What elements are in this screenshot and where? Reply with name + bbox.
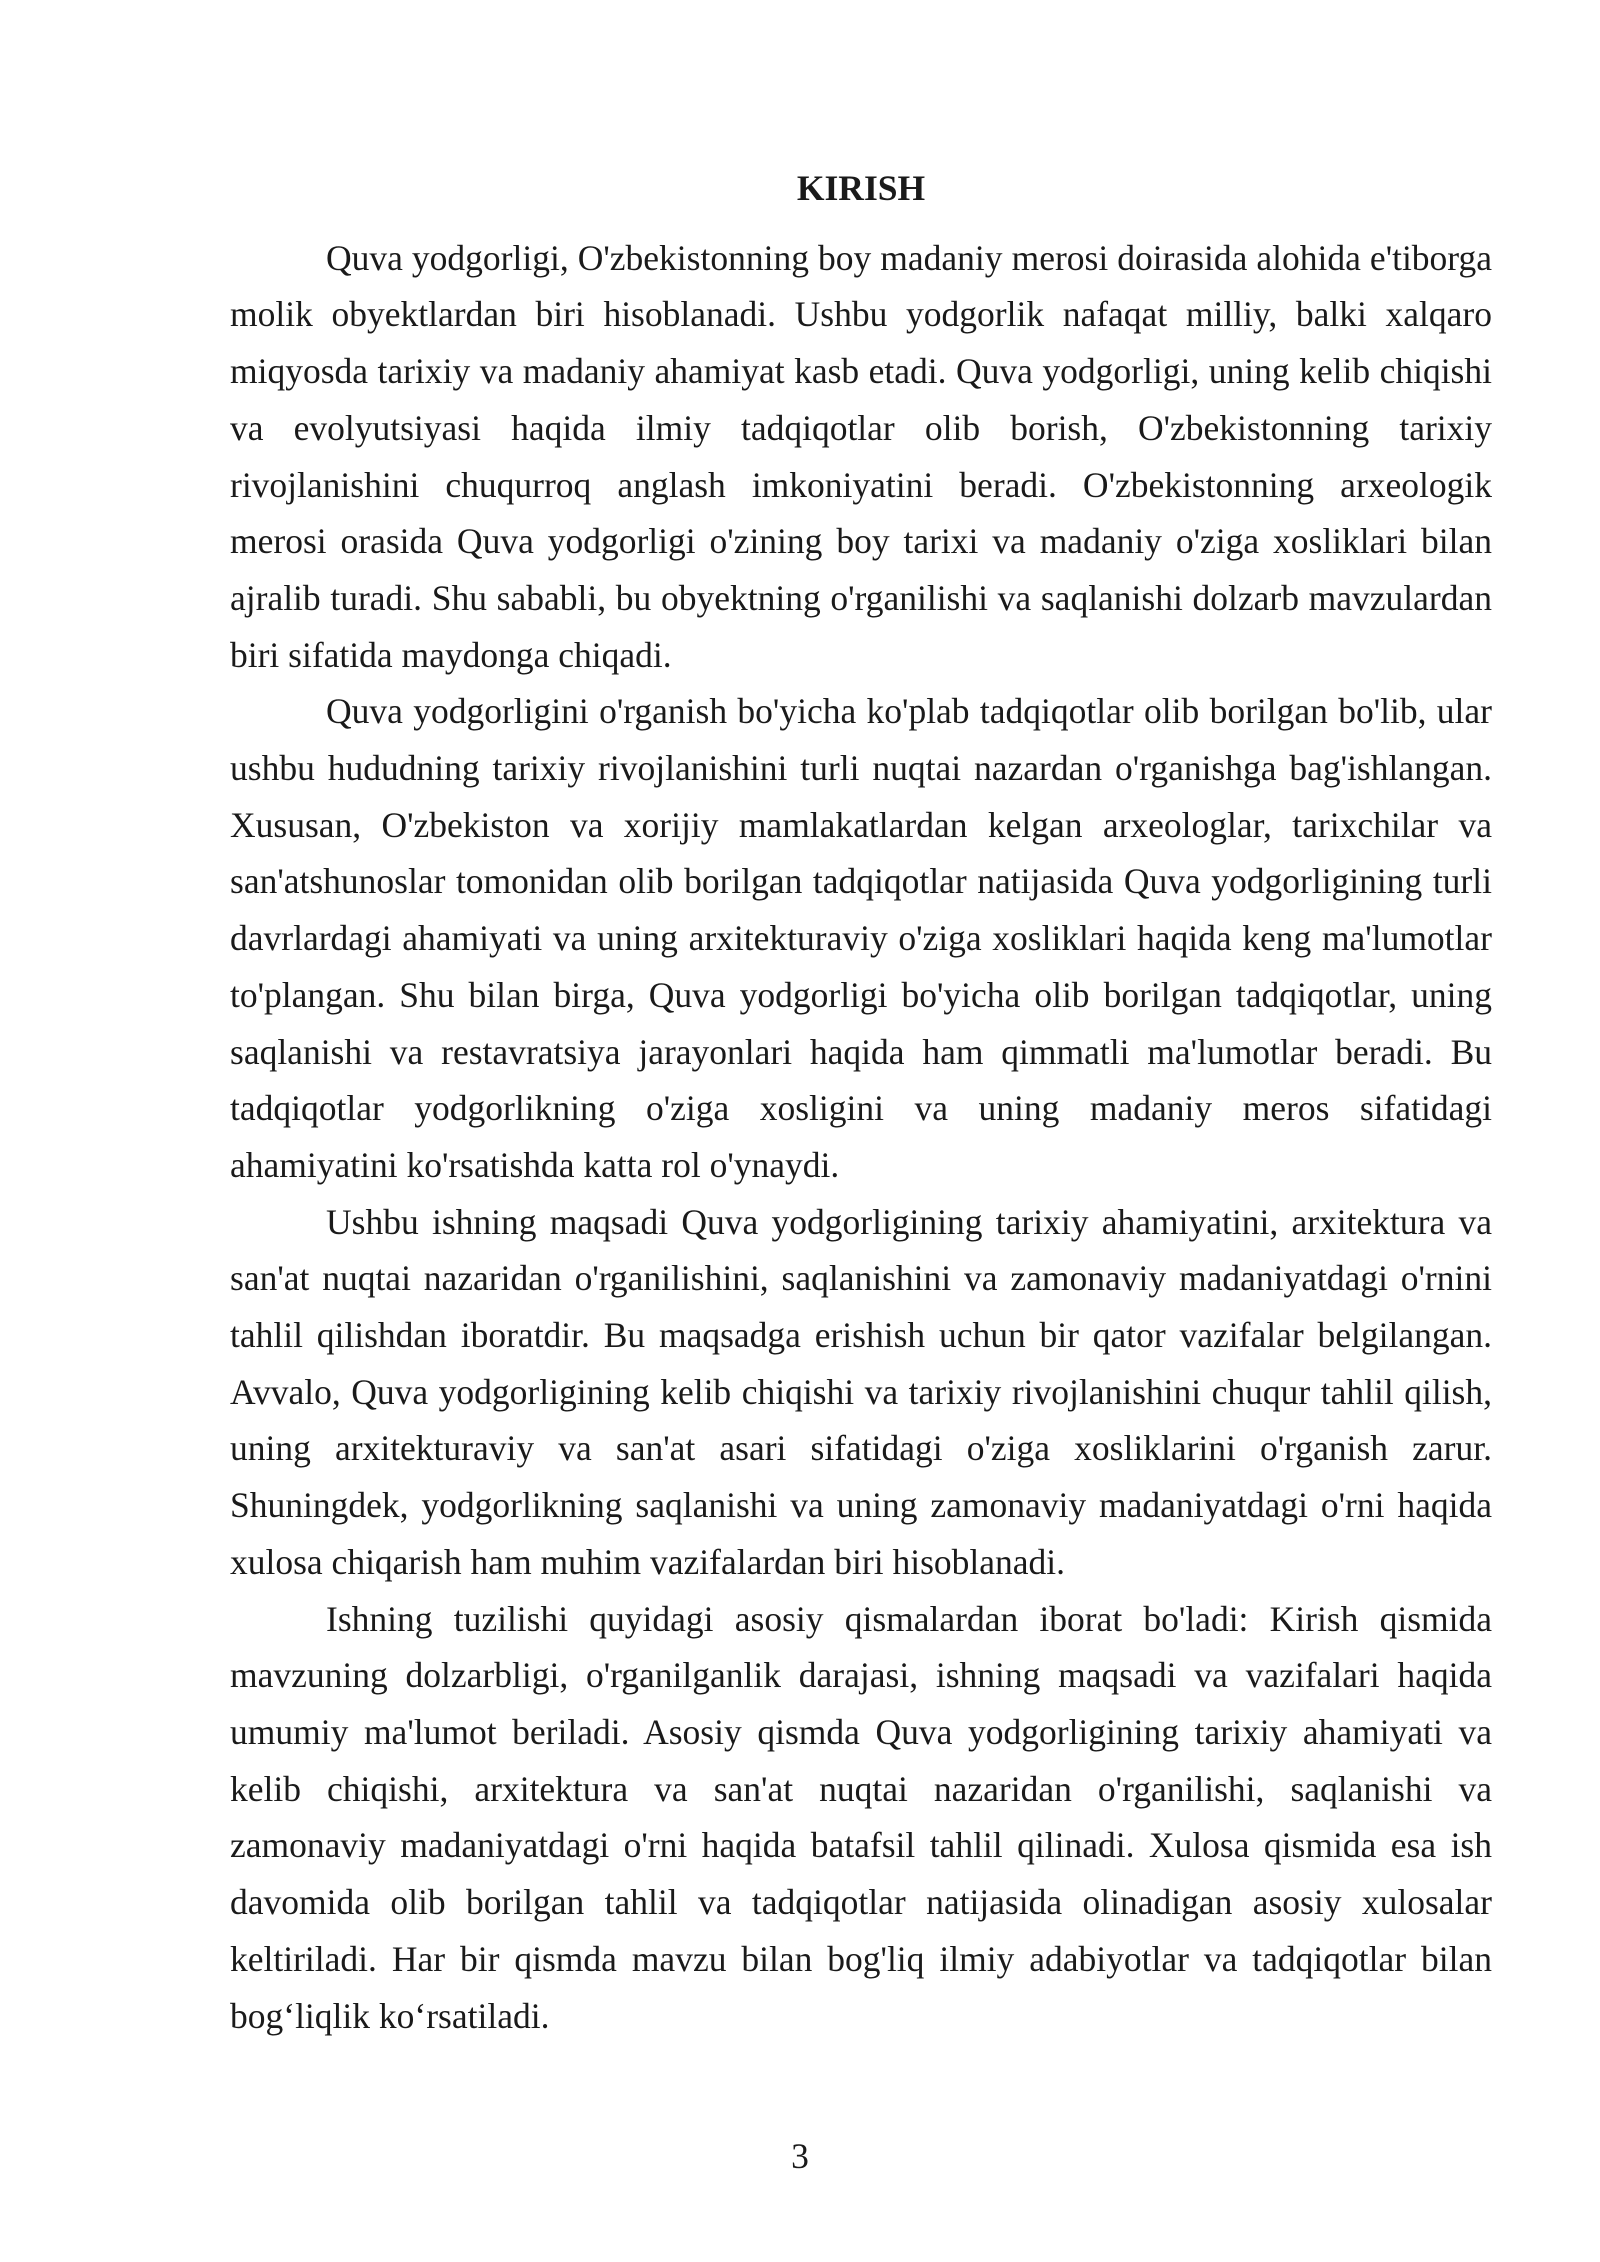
section-title: KIRISH: [796, 168, 926, 208]
page-number: 3: [791, 2136, 809, 2176]
paragraph-4: Ishning tuzilishi quyidagi asosiy qismalardan iborat bo'ladi: Kirish qismida mavzuning dolzarbligi, o'rganilganlik darajasi, ishning maqsadi va vazifalari haqida umumiy ma'lumot beriladi. Asosiy qismda Quva yodgorligining tarixiy ahamiyati va kelib chiqishi, arxitektura va san'at nuqtai nazaridan o'rganilishi, saqlanishi va zamonaviy madaniyatdagi o'rni haqida batafsil tahlil qilinadi. Xulosa qismida esa ish davomida olib borilgan tahlil va tadqiqotlar natijasida olinadigan asosiy xulosalar keltiriladi. Har bir qismda mavzu bilan bog'liq ilmiy adabiyotlar va tadqiqotlar bilan bog‘liqlik ko‘rsatiladi.: [230, 1598, 1492, 2036]
document-body: [230, 160, 1492, 2044]
paragraph-2: Quva yodgorligini o'rganish bo'yicha ko'plab tadqiqotlar olib borilgan bo'lib, ular ushbu hududning tarixiy rivojlanishini turli nuqtai nazardan o'rganishga bag'ishlangan. Xususan, O'zbekiston va xorijiy mamlakatlardan kelgan arxeologlar, tarixchilar va san'atshunoslar tomonidan olib borilgan tadqiqotlar natijasida Quva yodgorligining turli davrlardagi ahamiyati va uning arxitekturaviy o'ziga xosliklari haqida keng ma'lumotlar to'plangan. Shu bilan birga, Quva yodgorligi bo'yicha olib borilgan tadqiqotlar, uning saqlanishi va restavratsiya jarayonlari haqida ham qimmatli ma'lumotlar beradi. Bu tadqiqotlar yodgorlikning o'ziga xosligini va uning madaniy meros sifatidagi ahamiyatini ko'rsatishda katta rol o'ynaydi.: [230, 691, 1492, 1185]
paragraph-1: Quva yodgorligi, O'zbekistonning boy madaniy merosi doirasida alohida e'tiborga molik obyektlardan biri hisoblanadi. Ushbu yodgorlik nafaqat milliy, balki xalqaro miqyosda tarixiy va madaniy ahamiyat kasb etadi. Quva yodgorligi, uning kelib chiqishi va evolyutsiyasi haqida ilmiy tadqiqotlar olib borish, O'zbekistonning tarixiy rivojlanishini chuqurroq anglash imkoniyatini beradi. O'zbekistonning arxeologik merosi orasida Quva yodgorligi o'zining boy tarixi va madaniy o'ziga xosliklari bilan ajralib turadi. Shu sababli, bu obyektning o'rganilishi va saqlanishi dolzarb mavzulardan biri sifatida maydonga chiqadi.: [230, 237, 1492, 675]
paragraph-3: Ushbu ishning maqsadi Quva yodgorligining tarixiy ahamiyatini, arxitektura va san'at nuqtai nazaridan o'rganilishini, saqlanishini va zamonaviy madaniyatdagi o'rnini tahlil qilishdan iboratdir. Bu maqsadga erishish uchun bir qator vazifalar belgilangan. Avvalo, Quva yodgorligining kelib chiqishi va tarixiy rivojlanishini chuqur tahlil qilish, uning arxitekturaviy va san'at asari sifatidagi o'ziga xosliklarini o'rganish zarur. Shuningdek, yodgorlikning saqlanishi va uning zamonaviy madaniyatdagi o'rni haqida xulosa chiqarish ham muhim vazifalardan biri hisoblanadi.: [230, 1201, 1492, 1582]
